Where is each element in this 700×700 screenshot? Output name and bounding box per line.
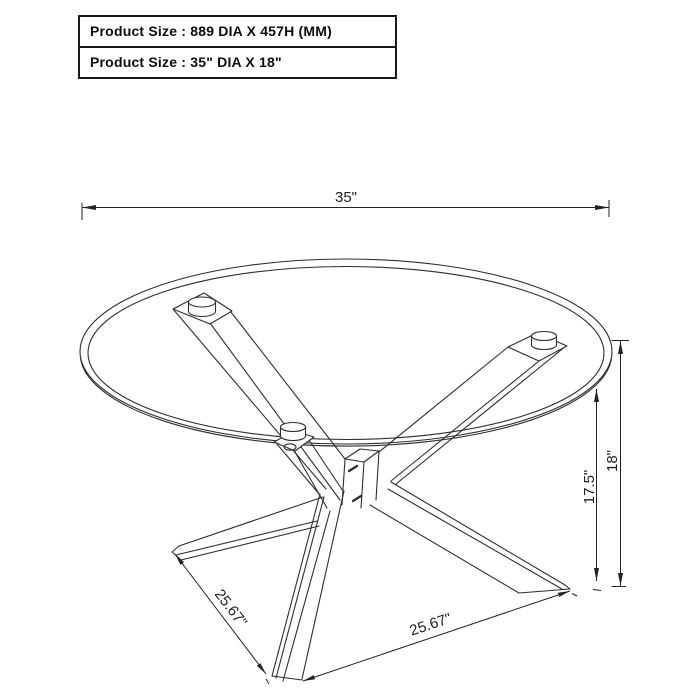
arrowhead bbox=[558, 591, 570, 597]
leg-edge-line bbox=[176, 521, 317, 555]
arrowhead-down bbox=[594, 568, 599, 581]
arrowhead-up bbox=[618, 341, 623, 354]
glass-thickness-edge bbox=[81, 358, 612, 446]
leg-edge-line bbox=[179, 497, 323, 546]
dimension-leg-spread-right bbox=[303, 591, 577, 681]
label-leg-spread-left: 25.67" bbox=[210, 586, 251, 631]
leg-edge-line bbox=[302, 491, 344, 679]
dimension-line bbox=[303, 591, 570, 681]
dimension-leg-spread-left bbox=[175, 554, 269, 684]
leg-edge-line bbox=[283, 511, 330, 681]
joint-accent bbox=[353, 496, 361, 501]
column-joint-accents bbox=[349, 466, 361, 501]
arrowhead-up bbox=[594, 389, 599, 402]
dimension-tick bbox=[266, 679, 269, 684]
product-size-inches: Product Size : 35" DIA X 18" bbox=[90, 54, 282, 70]
label-diameter: 35" bbox=[334, 189, 358, 206]
leg-edge-line bbox=[391, 482, 565, 585]
leg-edge-line bbox=[210, 323, 340, 500]
label-base-height: 17.5" bbox=[581, 469, 598, 505]
dimension-tick bbox=[593, 590, 601, 591]
center-column-top bbox=[345, 449, 379, 462]
pad-cylinder-top bbox=[189, 297, 216, 307]
arrowhead bbox=[303, 675, 315, 681]
leg-edge-line bbox=[277, 444, 320, 495]
pad-cylinder-top bbox=[281, 423, 306, 432]
dimension-line bbox=[175, 554, 266, 674]
arrowhead-down bbox=[618, 573, 623, 586]
leg-edge-line bbox=[379, 347, 508, 452]
leg-edge-line bbox=[276, 497, 324, 678]
dimension-annotations bbox=[82, 200, 629, 684]
pad-cylinder-top bbox=[532, 332, 557, 341]
leg-foot-cap bbox=[172, 546, 181, 560]
dimension-tick bbox=[572, 594, 577, 597]
label-leg-spread-right: 25.67" bbox=[407, 609, 454, 640]
leg-edge-line bbox=[272, 494, 320, 676]
leg-edge-line bbox=[370, 505, 519, 593]
product-size-mm: Product Size : 889 DIA X 457H (MM) bbox=[80, 17, 395, 48]
arrowhead bbox=[257, 663, 266, 674]
arrowhead-left bbox=[82, 205, 96, 210]
leg-edge-line bbox=[181, 526, 319, 560]
center-column-edge bbox=[361, 462, 364, 508]
arrowhead-right bbox=[595, 205, 609, 210]
table-base bbox=[172, 309, 570, 681]
joint-accent bbox=[349, 466, 357, 471]
center-column-edge bbox=[376, 451, 379, 500]
leg-edge-line bbox=[391, 361, 539, 481]
leg-edge-line bbox=[388, 489, 562, 589]
label-overall-height: 18" bbox=[604, 449, 621, 473]
